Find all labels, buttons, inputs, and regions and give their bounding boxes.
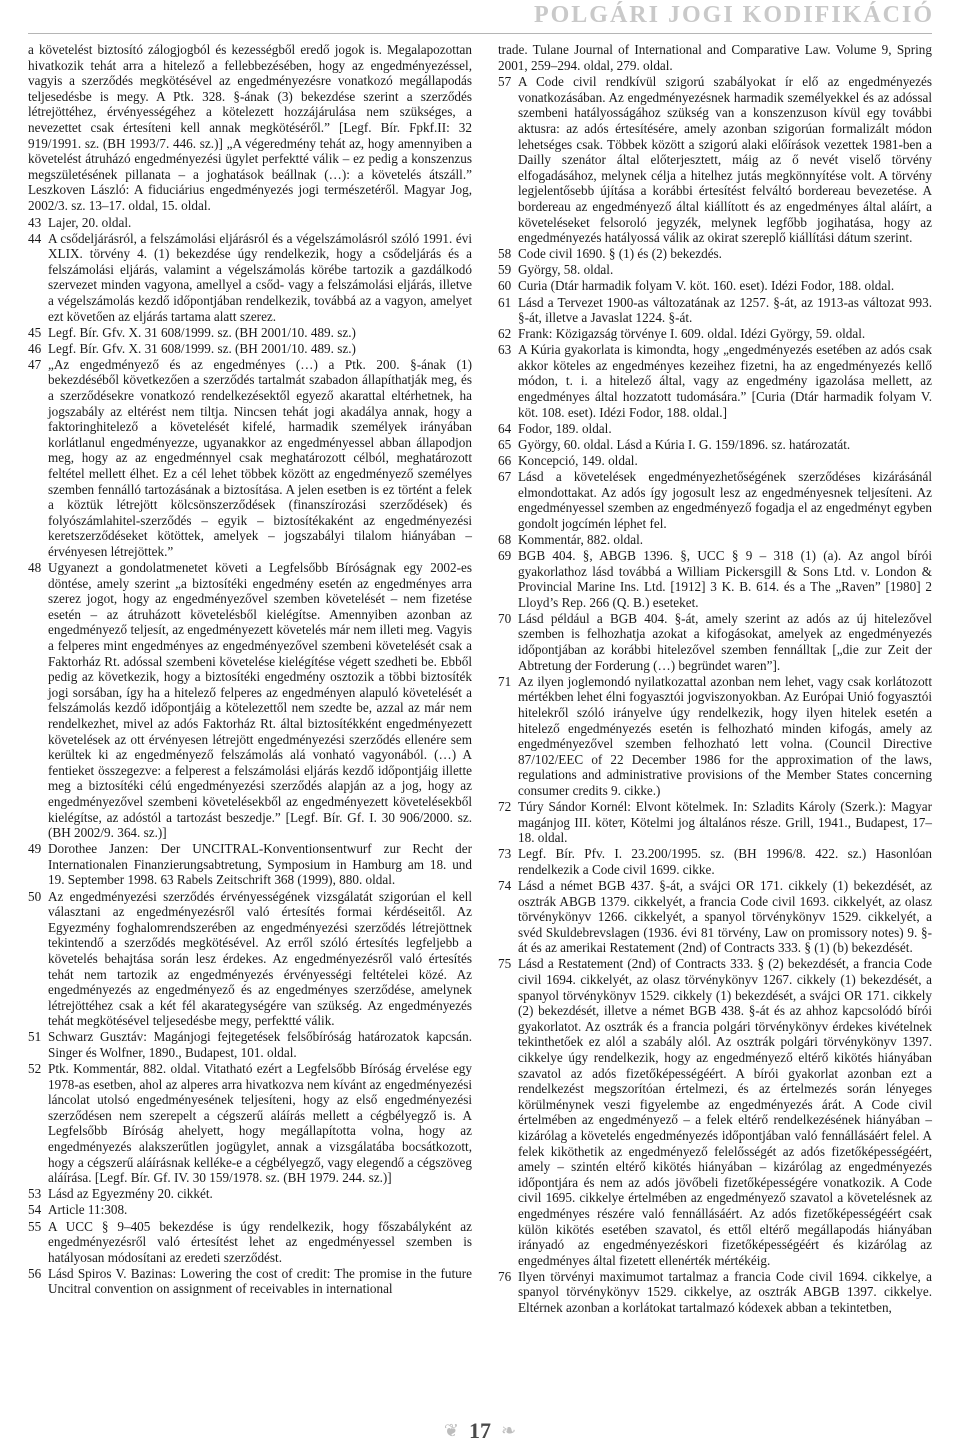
footnote bbox=[498, 453, 932, 469]
footnote-text: Legf. Bír. Gfv. X. 31 608/1999. sz. (BH 2001/10. 489. sz.) bbox=[48, 324, 356, 340]
footnote-number: 75 bbox=[498, 956, 512, 972]
footnote bbox=[498, 295, 932, 326]
footnote-number: 67 bbox=[498, 469, 512, 485]
footnote-number: 68 bbox=[498, 531, 512, 547]
footnote-text: Lajer, 20. oldal. bbox=[48, 214, 132, 230]
footnote-text: Lásd a követelések engedményezhetőségének szerződéses kizárásánál elmondottakat. Az adós így jogosult lesz az engedményesnek teljesíteni. Az engedményessel szemben az engedményező fogadja el az engedményt egyben gondolt jogcímén léphet fel. bbox=[518, 469, 932, 531]
footnote bbox=[28, 560, 472, 841]
footer-ornament-right-icon: ❧ bbox=[501, 1420, 517, 1441]
footnote bbox=[28, 325, 472, 341]
footnote-number: 55 bbox=[28, 1218, 42, 1234]
footnote bbox=[28, 231, 472, 325]
footnote bbox=[498, 611, 932, 673]
header-rule bbox=[28, 33, 932, 34]
footnote bbox=[28, 1061, 472, 1186]
footnote-number: 63 bbox=[498, 342, 512, 358]
footnote-number: 49 bbox=[28, 841, 42, 857]
running-header bbox=[0, 0, 960, 36]
footnote-text: Article 11:308. bbox=[48, 1202, 128, 1218]
footnote-text: György, 58. oldal. bbox=[518, 262, 614, 278]
footnote bbox=[498, 846, 932, 877]
footnote-text: Az ilyen joglemondó nyilatkozattal azonban nem lehet, vagy csak korlátozott mértékben lehet élni fogyasztói jogviszonyokban. Az Európai Unió fogyasztói hitelekről szóló irányelve úgy rendelkezik, hogy ilyen hitelek esetén a hitelező engedményezés esetén is felhozható minden kifogás, amely az engedményezővel szemben felhozható lett volna. (Council Directive 87/102/EEC of 22 December 1986 for the approximation of the laws, regulations and administrative provisions of the Member States concerning consumer credits 9. cikke.) bbox=[518, 673, 932, 798]
footnote-text: Code civil 1690. § (1) és (2) bekezdés. bbox=[518, 246, 722, 262]
footnote bbox=[498, 878, 932, 956]
footnote bbox=[28, 1266, 472, 1297]
footnote bbox=[498, 246, 932, 262]
footnote-text: Fodor, 189. oldal. bbox=[518, 420, 612, 436]
footnote-text: Lásd Spiros V. Bazinas: Lowering the cost of credit: The promise in the future Uncitral convention on assignment of receivables in international bbox=[48, 1265, 472, 1297]
footnote bbox=[498, 956, 932, 1268]
footnote-number: 74 bbox=[498, 877, 512, 893]
footnote-number: 61 bbox=[498, 294, 512, 310]
page-number: 17 bbox=[469, 1418, 491, 1443]
footnote-text: Schwarz Gusztáv: Magánjogi fejtegetések felsőbíróság határozatok kapcsán. Singer és Wolfner, 1890., Budapest, 101. oldal. bbox=[48, 1029, 472, 1060]
footnote bbox=[498, 74, 932, 246]
footnote-text: Lásd a Tervezet 1900-as változatának az 1257. §-át, az 1913-as változat 993. §-át, illetve a Javaslat 1224. §-át. bbox=[518, 294, 932, 326]
footnote bbox=[498, 532, 932, 548]
footnote-text: Kommentár, 882. oldal. bbox=[518, 531, 644, 547]
footnote-text: Az engedményezési szerződés érvényességének vizsgálatát szigorúan el kell választani az engedményezésről való értesítés formai kérdéseitől. Az Egyezmény foghalomrendszerében az engedményezési szerződés létrejöttnek tekintendő a szerződés megkötésével. Az erről szóló értesítés legfeljebb a követelés behajtása során lesz érdekes. Az engedményezésről való értesítés tehát nem tartozik az engedményezés érvényességi feltételei közé. Az engedményezés az engedményező és az engedményes szerződése, amelynek létrejöttéhez csak a két fél akarategységére van szükség. Az engedményezés tehát megkötésével teljesedésbe megy, perfektté válik. bbox=[48, 888, 472, 1029]
footnote-number: 52 bbox=[28, 1061, 42, 1077]
page-footer bbox=[0, 1418, 960, 1444]
footnote bbox=[28, 889, 472, 1029]
footnote-number: 71 bbox=[498, 673, 512, 689]
footnote-number: 72 bbox=[498, 799, 512, 814]
footnote-text: Lásd a Restatement (2nd) of Contracts 333. § (2) bekezdését, a francia Code civil 1694. cikkelyét, az olasz törvénykönyv 1267. cikkely (1) bekezdését, a spanyol törvénykönyv 1529. cikkely (1) bekezdését, a svájci OR 171. cikkely (2) bekezdését, illetve a német BGB 438. §-át és az ahhoz kapcsolódó bírói gyakorlatot. Az osztrák és a francia polgári törvénykönyv érdekes kivételnek tekinthetőek ez alól a szabály alól. Az osztrák polgári törvénykönyv 1397. cikkelye úgy rendelkezik, hogy az engedményező eltérő kikötés hiányában szavatol az adós fizetőképességéért. A bírói gyakorlat azonban ezt a rendelkezést megszorítóan értelmezi, és az értelmezés során lényeges körülménynek veszi figyelembe az engedményezés árát. A Code civil értelmében az engedményező – a felek eltérő rendelkezésének hiányában – kizárólag a követelés engedményezés időpontjában való fennállásáért felel. A felek kiköthetik az engedményező felelősségét az adós fizetőképességéért, amely – szintén eltérő kikötés hiányában – kizárólag az engedményezés időpontjára és nem az adós jövőbeli fizetőképességére vonatkozik. A Code civil 1695. cikkelye értelmében az engedményező szavatol a követelésnek az engedményes részére való fennállásáért. Az adós fizetőképességéért csak külön kikötés esetében szavatol, és ettől eltérő megállapodás hiányában irányadó az engedményezéskori fizetőképességéért és kizárólag az engedményes által fizetett ellenérték mértékéig. bbox=[518, 956, 932, 1268]
footnote-number: 66 bbox=[498, 452, 512, 468]
footnote bbox=[498, 421, 932, 437]
footnote-text: Lásd például a BGB 404. §-át, amely szerint az adós az új hitelezővel szemben is felhozhatja azokat a kifogásokat, amelyek az engedményezés időpontjában az korábbi hitelezővel szemben fennálltak [„die zur Zeit der Abtretung der Forderung (…) begründet waren”]. bbox=[518, 610, 932, 673]
footnote bbox=[28, 1219, 472, 1266]
footnote-number: 59 bbox=[498, 262, 512, 278]
footnote-text: György, 60. oldal. Lásd a Kúria I. G. 159/1896. sz. határozatát. bbox=[518, 436, 851, 452]
footnote bbox=[498, 469, 932, 531]
left-footnotes bbox=[28, 215, 472, 1297]
footnote-text: Túry Sándor Kornél: Elvont kötelmek. In: Szladits Károly (Szerk.): Magyar magánjog III. köteт, Kötelmi jog általános része. Grill, 1941., Budapest, 17–18. oldal. bbox=[518, 799, 932, 846]
footnote-text: Legf. Bír. Pfv. I. 23.200/1995. sz. (BH 1996/8. 422. sz.) Hasonlóan rendelkezik a Code civil 1699. cikke. bbox=[518, 846, 932, 877]
right-footnotes bbox=[498, 74, 932, 1315]
left-column bbox=[28, 42, 472, 1298]
footnote-number: 50 bbox=[28, 888, 42, 904]
right-column bbox=[498, 42, 932, 1316]
footer-ornament-left-icon: ❦ bbox=[443, 1420, 459, 1441]
footnote-text: Dorothee Janzen: Der UNCITRAL-Konventionsentwurf zur Recht der Internationalen Finanzierungsabtretung, Symposium in Hamburg am 18. und 19. September 1998. 63 Rabels Zeitschrift 368 (1999), 880. oldal. bbox=[48, 841, 472, 888]
right-column-intro: trade. Tulane Journal of International and Comparative Law. Volume 9, Spring 2001, 259–294. oldal, 279. oldal. bbox=[498, 42, 932, 73]
footnote-text: Curia (Dtár harmadik folyam V. köt. 160. eset). Idézi Fodor, 188. oldal. bbox=[518, 278, 895, 294]
footnote-number: 47 bbox=[28, 356, 42, 372]
footnote-text: Lásd a német BGB 437. §-át, a svájci OR 171. cikkely (1) bekezdését, az osztrák ABGB 1379. cikkelyét, a francia Code civil 1693. cikkelyét, az olasz törvénykönyv 1266. cikkelyét, a spanyol törvénykönyv 1529. cikkelyét, a svéd Skuldebrevslagen (1936. évi 81 törvény, Law on promissory notes) 9. §-át és az amerikai Restatement (2nd) of Contracts 333. § (1) (b) bekezdését. bbox=[518, 877, 932, 956]
footnote-number: 44 bbox=[28, 230, 42, 246]
footnote-text: „Az engedményező és az engedményes (…) a Ptk. 200. §-ának (1) bekezdéséből következően a szerződés tartalmát szabadon állapíthatják meg, és a szerződésekre vonatkozó rendelkezésektől egyező akarattal eltérhetnek, ha jogszabály az eltérést nem tiltja. Nincsen tehát jogi akadálya annak, hogy a faktoringhitelező a követelését kifelé, harmadik személyek irányában korlátlanul engedményezze, ugyanakkor az engedményessel abban állapodjon meg, hogy az az engedménnyel csak meghatározott célból, meghatározott feltétel mellett élhet. Ez a cél lehet többek között az engedményező személyes szemben fennálló tartozásának a biztosítása. A jelen esetben is ez történt a felek a köztük létrejött kölcsönszerződések (finanszírozási szerződések) és folyószámlahitel-szerződés – egyik – biztosítékaként az engedményezési keretszerződéseket kötöttek, amelyek – jogszabályi tilalom hiányában – érvényesen létrejöttek.” bbox=[48, 356, 472, 559]
footnote bbox=[498, 437, 932, 453]
footnote bbox=[498, 548, 932, 610]
footnote bbox=[28, 1186, 472, 1202]
footnote bbox=[498, 262, 932, 278]
footnote-text: Legf. Bír. Gfv. X. 31 608/1999. sz. (BH 2001/10. 489. sz.) bbox=[48, 340, 356, 356]
footnote-number: 76 bbox=[498, 1268, 512, 1284]
footnote-number: 51 bbox=[28, 1029, 42, 1045]
footnote-text: Ilyen törvényi maximumot tartalmaz a francia Code civil 1694. cikkelye, a spanyol törvénykönyv 1529. cikkelye, az osztrák ABGB 1397. cikkelye. Eltérnek azonban a korlátokat tartalmazó kódexek abban a tekintetben, bbox=[518, 1268, 932, 1315]
footnote bbox=[498, 674, 932, 799]
footnote-number: 69 bbox=[498, 548, 512, 563]
footnote bbox=[28, 215, 472, 231]
footnote-number: 53 bbox=[28, 1186, 42, 1202]
footnote-number: 60 bbox=[498, 278, 512, 294]
left-column-intro: a követelést biztosító zálogjogból és kezességből eredő jogok is. Megalapozottan hivatkozik tehát arra a hitelező a fellebbezésében, hogy az engedményezéssel, vagyis a szerződés megkötésével az engedményezésre vonatkozó megállapodás teljesedésbe is megy. A Ptk. 328. §-ának (3) bekezdése szerint a szerződés létrejöttéhez, érvényességéhez a kötelezett hozzájárulása nem szükséges, a nevezettet csak értesíteni kell annak megkötéséről.” [Legf. Bír. Fpkf.II: 32 919/1991. sz. (BH 1993/7. 446. sz.)] „A végeredmény tehát az, hogy amennyiben a követelést átruházó engedményezési ügylet perfektté válik – ez pedig a konszenzus megszületésének pillanata – a joghatások beállnak (…): a követelés átszáll.” Leszkoven László: A fiduciárius engedményezés jogi természetéről. Magyar Jog, 2002/3. sz. 13–17. oldal, 15. oldal. bbox=[28, 42, 472, 213]
footnote-number: 62 bbox=[498, 326, 512, 342]
footnote-number: 57 bbox=[498, 74, 512, 90]
footnote-number: 58 bbox=[498, 246, 512, 262]
footnote-text: Frank: Közigazság törvénye I. 609. oldal. Idézi György, 59. oldal. bbox=[518, 326, 866, 342]
footnote-number: 43 bbox=[28, 214, 42, 230]
footnote-number: 54 bbox=[28, 1202, 42, 1218]
footnote-text: A Code civil rendkívül szigorú szabályokat ír elő az engedményezés vonatkozásában. Az engedményezésnek harmadik személyekkel és az adóssal szembeni hatályosságához szükség van a konszenzuson kívül egy további aktusra: az adós értesítésére, amely azonban szigorúan formalizált módon lehetséges csak. Többek között a szigorú alaki előírások vezettek 1981-ben a Dailly szenátor által előterjesztett, máig az ő nevét viselő törvény elfogadásához, melynek célja a hitelhez jutás megkönnyítése volt. A törvény legjelentősebb újítása a korábbi értesítést felváltó bordereau bevezetése. A bordereau az engedményező által kiállított és az engedményes által aláírt, a követeléseket felsoroló jegyzék, melynek legfőbb jogihatása, hogy az engedményezés hatályossá válik az okirat szereplő kiállítási dátum szerint. bbox=[518, 74, 932, 246]
footnote-number: 70 bbox=[498, 610, 512, 626]
footnote-text: Lásd az Egyezmény 20. cikkét. bbox=[48, 1186, 213, 1202]
footnote bbox=[498, 799, 932, 846]
footnote-number: 45 bbox=[28, 324, 42, 340]
footnote-number: 65 bbox=[498, 436, 512, 452]
footnote-text: Koncepció, 149. oldal. bbox=[518, 452, 638, 468]
footnote bbox=[498, 342, 932, 420]
footnote bbox=[498, 1269, 932, 1316]
footnote bbox=[28, 1202, 472, 1218]
footnote-text: Ptk. Kommentár, 882. oldal. Vitatható ezért a Legfelsőbb Bíróság érvelése egy 1978-as esetben, ahol az alperes arra hivatkozva nem kívánt az engedményezési láncolat utolsó engedményesének teljesíteni, hogy az első engedményezési szerződésen nem szerepelt a cégszerű aláírás mellett a cégbélyegző is. A Legfelsőbb Bíróság ahelyett, hogy megállapította volna, hogy az engedményezés alakszerűtlen jogügylet, annak a vizsgálatába bocsátkozott, hogy a cégszerű aláírásnak kelléke-e a cégbélyegző, vagy elegendő a cégszöveg aláírása. [Legf. Bír. Gf. IV. 30 159/1978. sz. (BH 1979. 244. sz.)] bbox=[48, 1061, 472, 1186]
footnote bbox=[28, 841, 472, 888]
footnote-number: 46 bbox=[28, 340, 42, 356]
footnote-text: BGB 404. §, ABGB 1396. §, UCC § 9 – 318 (1) (a). Az angol bírói gyakorlathoz lásd továbbá a William Pickersgill & Sons Ltd. v. London & Provincial Marine Ins. Ltd. [1912] 3 K. B. 614. és a The „Raven” [1980] 2 Lloyd’s Rep. 266 (Q. B.) eseteket. bbox=[518, 548, 932, 610]
footnote-number: 56 bbox=[28, 1265, 42, 1281]
footnote bbox=[28, 1029, 472, 1060]
footnote bbox=[498, 278, 932, 294]
footnote-text: Ugyanezt a gondolatmenetet követi a Legfelsőbb Bíróságnak egy 2002-es döntése, amely szerint „a biztosítéki engedmény esetén az engedményes arra szerez jogot, hogy az engedményezővel szemben követelését – nem fizetése esetén – az átruházott követelésből kielégítse. Amennyiben azonban az engedményező teljesít, az engedményezett követelés már nem illeti meg. Vagyis a felperes mint engedményes az engedményezővel szembeni követelését csak a Faktorház Rt. adóssal szembeni követelése kielégítése végett szedheti be. Ebből pedig az következik, hogy a biztosítéki engedmény osztozik a többi biztosíték jogi sorsában, így ha a hitelező felperes az engedményen alapuló követelését a felszámolás kezdő időpontjáig a kötelezettől nem szedte be, azzal az már nem rendelkezhet, mivel az adós Faktorház Rt. által biztosítékként engedményezett követelések az ott érvényesen létrejött engedményezési szerződés ellenére sem kerültek ki az engedményező felszámolás alá vonható vagyonából. (…) A fentieket összegezve: a felperest a felszámolási eljárás kezdő időpontjáig illette meg a biztosítéki célú engedményezési szerződés alapján az a jog, hogy az engedményezővel szembeni követelésekből az engedményezett követelésekből kielégítse, az adóstól a tartozást beszedje.” [Legf. Bír. Gf. I. 30 906/2000. sz. (BH 2002/9. 364. sz.)] bbox=[48, 560, 472, 841]
footnote-number: 64 bbox=[498, 420, 512, 436]
footnote bbox=[498, 326, 932, 342]
footnote-text: A Kúria gyakorlata is kimondta, hogy „engedményezés esetében az adós csak akkor köteles az engedményes kezeihez fizetni, ha az engedményezés kellő módon, t. i. a hitelező által, vagy az engedmény igazolása mellett, az engedményes által hozzatott tudomására.” [Curia (Dtár harmadik folyam V. köt. 108. eset). Idézi Fodor, 188. oldal.] bbox=[518, 342, 932, 420]
footnote-text: A UCC § 9–405 bekezdése is úgy rendelkezik, hogy főszabályként az engedményezésről való értesítést lehet az engedményessel szemben is hatályosan módosítani az eredeti szerződést. bbox=[48, 1218, 472, 1265]
footnote bbox=[28, 357, 472, 560]
footnote-number: 48 bbox=[28, 560, 42, 576]
footnote-text: A csődeljárásról, a felszámolási eljárásról és a végelszámolásról szóló 1991. évi XLIX. törvény 4. (1) bekezdése úgy rendelkezik, hogy a csődeljárás és a felszámolási eljárás, valamint a végelszámolás körébe tartozik a gazdálkodó szervezet minden vagyona, amellyel a csőd- vagy a felszámolási eljárás, illetve a végelszámolás kezdő időpontjában rendelkezik, továbbá az a vagyon, amelyet ezt követően az eljárás tartama alatt szerez. bbox=[48, 230, 472, 324]
journal-title: POLGÁRI JOGI KODIFIKÁCIÓ bbox=[533, 2, 934, 28]
footnote bbox=[28, 341, 472, 357]
footnote-number: 73 bbox=[498, 846, 512, 862]
